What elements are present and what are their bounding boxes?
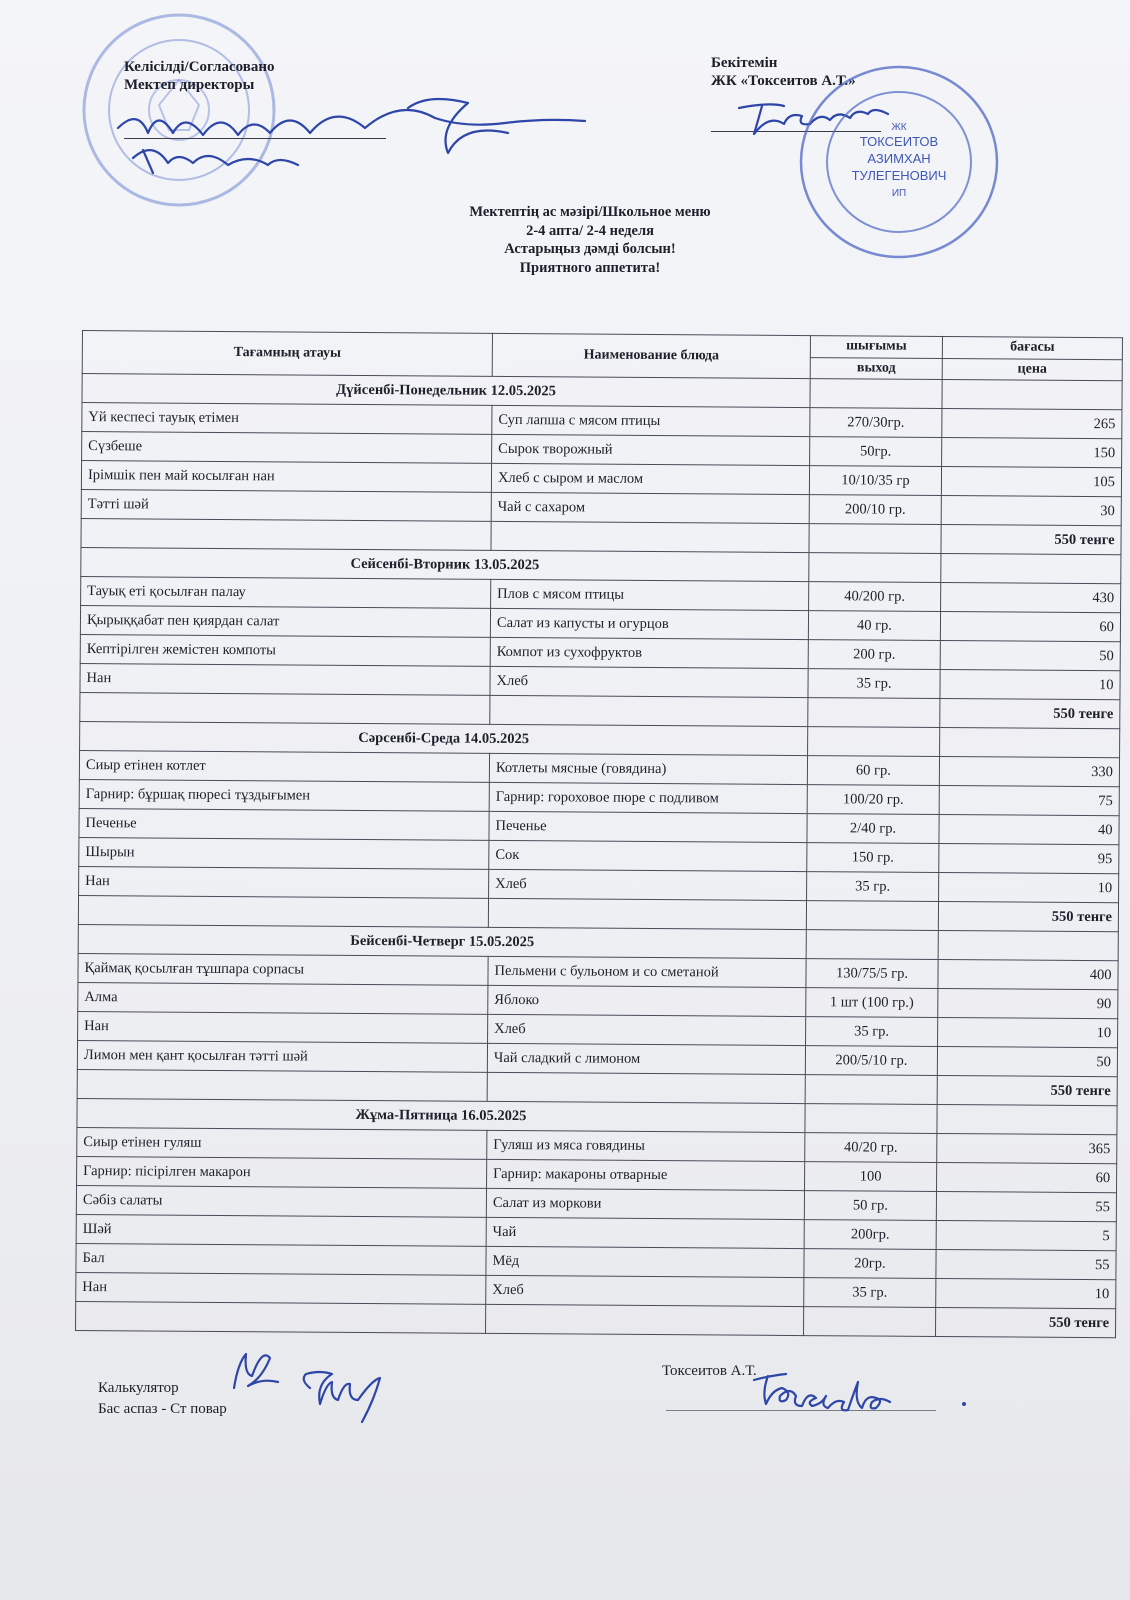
header-price-ru: цена: [942, 358, 1122, 381]
dish-name-ru: Хлеб: [489, 869, 807, 900]
dish-name-kz: Гарнир: бұршақ пюресі тұздығымен: [79, 779, 489, 811]
dish-name-ru: Хлеб: [486, 1275, 804, 1306]
dish-name-ru: Печенье: [489, 811, 807, 842]
day-blank-output: [809, 553, 941, 583]
dish-output: 100: [805, 1162, 937, 1192]
dish-name-ru: Котлеты мясные (говядина): [489, 753, 807, 784]
dish-price: 265: [942, 409, 1122, 439]
dish-name-ru: Суп лапша с мясом птицы: [492, 405, 810, 436]
dish-price: 10: [939, 872, 1119, 902]
dish-output: 200/5/10 гр.: [805, 1046, 937, 1076]
dish-output: 270/30гр.: [810, 408, 942, 438]
menu-table: [75, 330, 1123, 1338]
day-blank-price: [942, 380, 1122, 410]
dish-price: 430: [941, 583, 1121, 613]
dish-output: 200гр.: [804, 1220, 936, 1250]
dish-name-kz: Печенье: [79, 808, 489, 840]
dish-price: 30: [941, 496, 1121, 526]
dish-output: 20гр.: [804, 1249, 936, 1279]
footer-right-signature: [750, 1368, 990, 1416]
dish-name-ru: Гуляш из мяса говядины: [487, 1130, 805, 1161]
dish-price: 5: [936, 1220, 1116, 1250]
dish-name-kz: Сиыр етінен гуляш: [77, 1127, 487, 1159]
day-blank-price: [937, 1104, 1117, 1134]
dish-name-ru: Сок: [489, 840, 807, 871]
day-blank-output: [806, 930, 938, 960]
approval-right-line2: ЖК «Токсеитов А.Т.»: [711, 73, 856, 89]
dish-name-ru: Компот из сухофруктов: [490, 637, 808, 668]
dish-name-kz: Сиыр етінен котлет: [79, 750, 489, 782]
dish-output: 2/40 гр.: [807, 814, 939, 844]
dish-name-ru: Хлеб: [490, 666, 808, 697]
day-title: Дүйсенбі-Понедельник 12.05.2025: [82, 374, 810, 408]
dish-name-kz: Кептірілген жемістен компоты: [80, 634, 490, 666]
day-title: Жұма-Пятница 16.05.2025: [77, 1098, 805, 1132]
menu-body: [76, 374, 1123, 1338]
dish-name-kz: Ірімшік пен май косылған нан: [81, 461, 491, 493]
total-blank-kz: [77, 1069, 487, 1101]
total-blank-kz: [81, 518, 491, 550]
total-blank-ru: [487, 1072, 805, 1103]
dish-output: 35 гр.: [808, 669, 940, 699]
dish-name-kz: Тәтті шәй: [81, 489, 491, 521]
dish-name-kz: Тауық еті қосылған палау: [81, 576, 491, 608]
footer-calculator-label: Калькулятор: [98, 1380, 179, 1396]
dish-name-kz: Шырын: [79, 837, 489, 869]
dish-output: 200/10 гр.: [809, 495, 941, 525]
total-blank-output: [809, 524, 941, 554]
dish-output: 200 гр.: [808, 640, 940, 670]
dish-price: 50: [940, 640, 1120, 670]
dish-output: 35 гр.: [806, 1017, 938, 1047]
day-blank-price: [938, 930, 1118, 960]
dish-price: 90: [938, 988, 1118, 1018]
dish-name-kz: Бал: [76, 1243, 486, 1275]
day-blank-output: [805, 1104, 937, 1134]
total-blank-ru: [486, 1304, 804, 1335]
stamp-line-2: ТОКСЕИТОВ: [859, 134, 939, 149]
dish-price: 150: [942, 438, 1122, 468]
dish-name-ru: Чай с сахаром: [491, 492, 809, 523]
dish-name-ru: Салат из моркови: [486, 1188, 804, 1219]
total-blank-output: [808, 698, 940, 728]
menu-title: [380, 203, 800, 277]
day-blank-output: [810, 379, 942, 409]
day-title: Сейсенбі-Вторник 13.05.2025: [81, 547, 809, 581]
dish-price: 105: [941, 467, 1121, 497]
dish-name-kz: Сәбіз салаты: [76, 1185, 486, 1217]
dish-name-kz: Нан: [80, 663, 490, 695]
dish-output: 40 гр.: [808, 611, 940, 641]
total-blank-ru: [491, 521, 809, 552]
dish-output: 130/75/5 гр.: [806, 959, 938, 989]
dish-name-ru: Чай: [486, 1217, 804, 1248]
day-title: Сәрсенбі-Среда 14.05.2025: [80, 721, 808, 755]
dish-name-kz: Лимон мен қант қосылған тәтті шәй: [77, 1040, 487, 1072]
dish-output: 10/10/35 гр: [809, 466, 941, 496]
dish-output: 100/20 гр.: [807, 785, 939, 815]
header-output-kz: шығымы: [810, 336, 942, 358]
title-line-4: Приятного аппетита!: [519, 259, 661, 276]
table-header-row: [82, 331, 1122, 360]
day-total: 550 тенге: [938, 901, 1118, 931]
dish-price: 60: [940, 612, 1120, 642]
dish-price: 10: [938, 1017, 1118, 1047]
approval-right-line1: Бекітемін: [711, 55, 778, 71]
day-title: Бейсенбі-Четверг 15.05.2025: [78, 924, 806, 958]
dish-name-ru: Чай сладкий с лимоном: [487, 1043, 805, 1074]
dish-price: 95: [939, 843, 1119, 873]
dish-name-kz: Қырыққабат пен қиярдан салат: [80, 605, 490, 637]
total-blank-ru: [490, 695, 808, 726]
dish-price: 330: [939, 756, 1119, 786]
dish-name-kz: Гарнир: пісірілген макарон: [77, 1156, 487, 1188]
dish-output: 60 гр.: [807, 756, 939, 786]
footer-name: Токсеитов А.Т.: [662, 1363, 757, 1379]
dish-name-kz: Сүзбеше: [82, 432, 492, 464]
title-line-1: Мектептің ас мәзірі/Школьное меню: [469, 204, 711, 220]
day-total-row: [76, 1301, 1116, 1337]
dish-output: 35 гр.: [804, 1278, 936, 1308]
dish-price: 365: [937, 1133, 1117, 1163]
dish-price: 60: [937, 1162, 1117, 1192]
dish-name-ru: Гарнир: гороховое пюре с подливом: [489, 782, 807, 813]
dish-name-kz: Шәй: [76, 1214, 486, 1246]
footer-chef-label: Бас аспаз - Ст повар: [98, 1401, 227, 1417]
title-line-3: Астарыңыз дәмді болсын!: [504, 241, 676, 257]
dish-price: 40: [939, 814, 1119, 844]
dish-name-kz: Үй кеспесі тауық етімен: [82, 403, 492, 435]
dish-name-kz: Қаймақ қосылған тұшпара сорпасы: [78, 953, 488, 985]
dish-name-ru: Гарнир: макароны отварные: [487, 1159, 805, 1190]
total-blank-kz: [78, 895, 488, 927]
dish-name-ru: Хлеб с сыром и маслом: [491, 463, 809, 494]
dish-name-ru: Хлеб: [488, 1014, 806, 1045]
total-blank-ru: [488, 898, 806, 929]
title-line-2: 2-4 апта/ 2-4 неделя: [526, 222, 654, 239]
dish-output: 50 гр.: [804, 1191, 936, 1221]
dish-price: 55: [936, 1191, 1116, 1221]
dish-price: 50: [937, 1046, 1117, 1076]
header-output-ru: выход: [810, 357, 942, 379]
header-kz-name: Тағамның атауы: [82, 331, 492, 377]
dish-name-ru: Мёд: [486, 1246, 804, 1277]
approval-left-line1: Келісілді/Согласовано: [124, 59, 275, 75]
dish-name-ru: Салат из капусты и огурцов: [490, 608, 808, 639]
stamp-line-4: ТУЛЕГЕНОВИЧ: [851, 168, 947, 183]
stamp-line-1: ЖК: [891, 122, 907, 133]
total-blank-output: [806, 901, 938, 931]
dish-price: 10: [936, 1278, 1116, 1308]
approval-left-line2: Мектеп директоры: [124, 77, 255, 93]
dish-price: 10: [940, 669, 1120, 699]
total-blank-output: [803, 1307, 935, 1337]
dish-output: 40/20 гр.: [805, 1133, 937, 1163]
total-blank-kz: [80, 692, 490, 724]
day-total: 550 тенге: [937, 1075, 1117, 1105]
dish-name-kz: Нан: [78, 1011, 488, 1043]
footer-left: [98, 1378, 227, 1420]
day-blank-price: [940, 727, 1120, 757]
footer-left-signatures: [220, 1340, 410, 1430]
dish-output: 35 гр.: [807, 872, 939, 902]
dish-name-ru: Сырок творожный: [492, 434, 810, 465]
left-signature-line: [124, 138, 386, 139]
dish-price: 400: [938, 959, 1118, 989]
dish-price: 75: [939, 785, 1119, 815]
header-price-kz: бағасы: [942, 337, 1122, 360]
total-blank-kz: [76, 1301, 486, 1333]
header-ru-name: Наименование блюда: [492, 333, 810, 378]
dish-price: 55: [936, 1249, 1116, 1279]
stamp-line-3: АЗИМХАН: [867, 151, 931, 166]
dish-name-kz: Алма: [78, 982, 488, 1014]
day-total: 550 тенге: [935, 1307, 1115, 1337]
dish-name-ru: Плов с мясом птицы: [491, 579, 809, 610]
dish-name-kz: Нан: [76, 1272, 486, 1304]
dish-name-ru: Пельмени с бульоном и со сметаной: [488, 956, 806, 987]
day-blank-price: [941, 554, 1121, 584]
day-total: 550 тенге: [941, 525, 1121, 555]
dish-output: 1 шт (100 гр.): [806, 988, 938, 1018]
right-round-stamp: [794, 62, 1004, 262]
dish-name-kz: Нан: [79, 866, 489, 898]
dish-output: 50гр.: [810, 437, 942, 467]
stamp-line-5: ИП: [891, 188, 907, 199]
dish-output: 40/200 гр.: [809, 582, 941, 612]
dish-name-ru: Яблоко: [488, 985, 806, 1016]
dish-output: 150 гр.: [807, 843, 939, 873]
footer-right: [662, 1361, 757, 1382]
day-total: 550 тенге: [940, 698, 1120, 728]
day-blank-output: [808, 727, 940, 757]
total-blank-output: [805, 1075, 937, 1105]
